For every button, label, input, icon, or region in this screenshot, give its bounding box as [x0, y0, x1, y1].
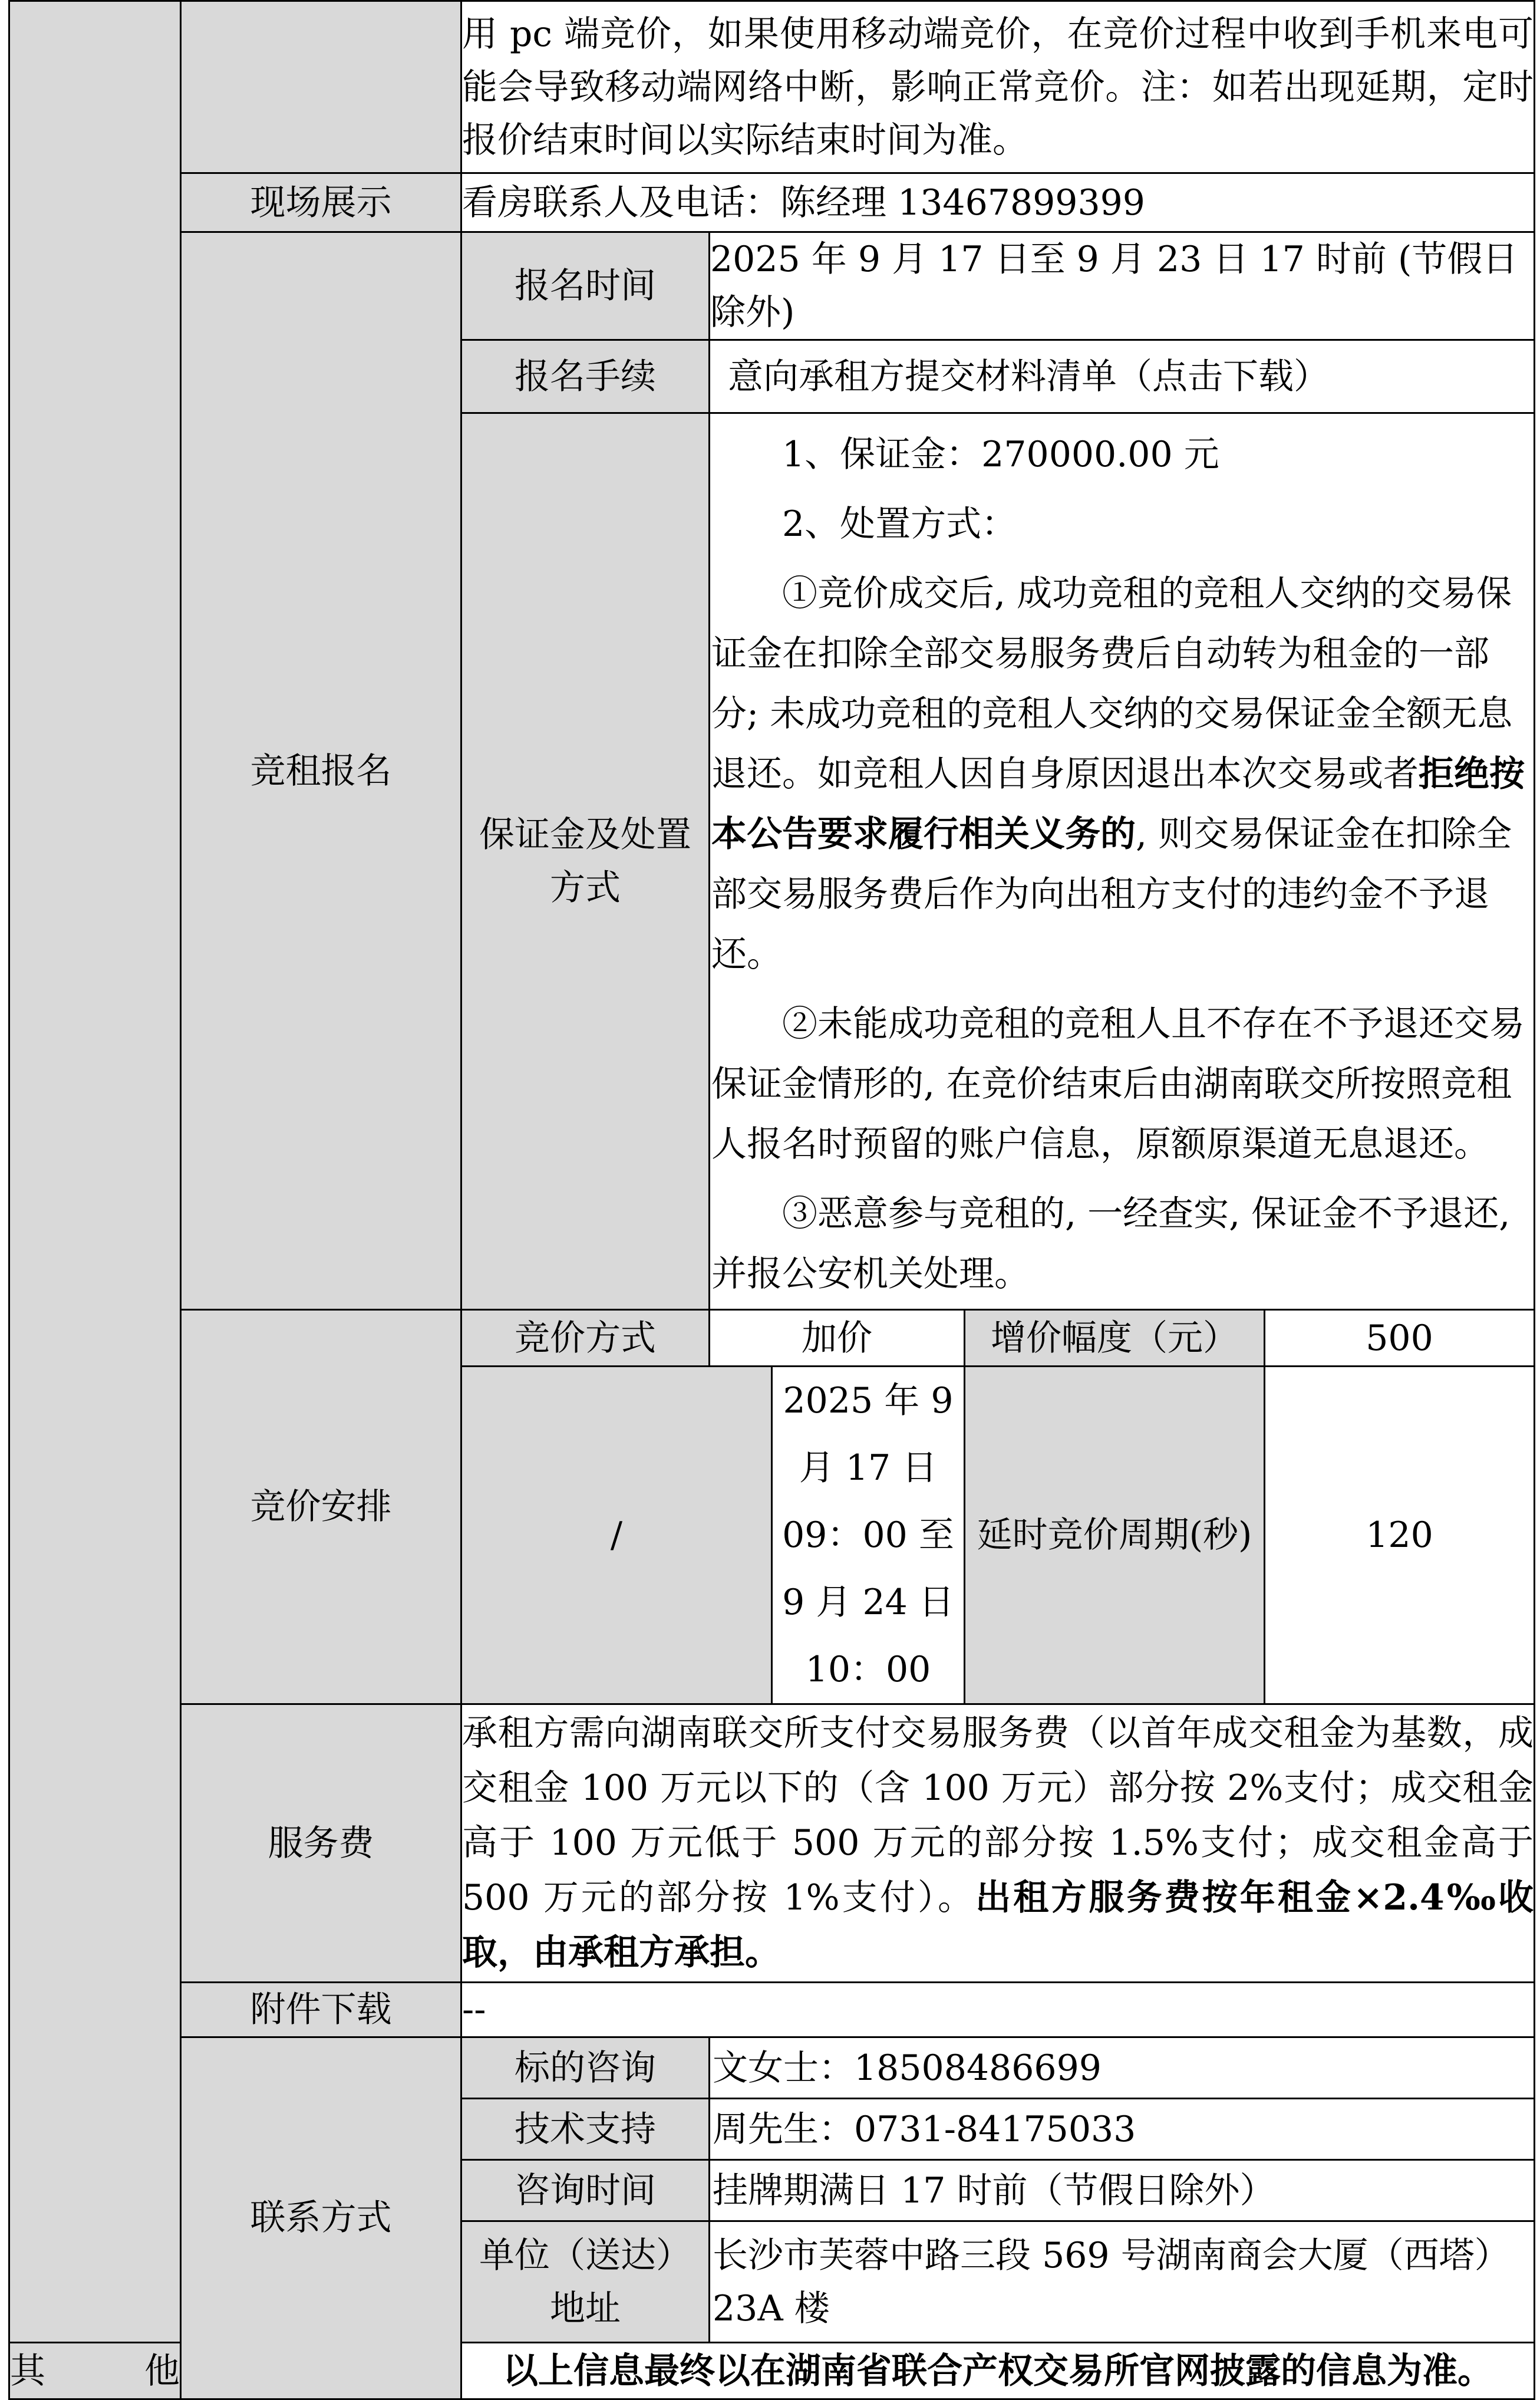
registration-time-label: 报名时间	[461, 232, 710, 340]
bidding-slash-cell: /	[461, 1367, 772, 1704]
deposit-rule-1: ①竞价成交后, 成功竞租的竞租人交纳的交易保证金在扣除全部交易服务费后自动转为租金的一部分; 未成功竞租的竞租人交纳的交易保证金全额无息退还。如竞租人因自身原因退出本次交易或者拒绝按本公告要求履行相关义务的, 则交易保证金在扣除全部交易服务费后作为向出租方支付的违约金不予退还。	[711, 573, 1525, 975]
other-label: 其 他	[9, 2343, 181, 2399]
attachment-label: 附件下载	[181, 1983, 461, 2037]
deposit-amount: 1、保证金：270000.00 元	[782, 434, 1219, 475]
bidding-method-label: 竞价方式	[461, 1310, 710, 1367]
service-fee-bold: 出租方服务费按年租金×2.4‰收取，由承租方承担。	[462, 1877, 1534, 1973]
registration-label: 竞租报名	[181, 232, 461, 1310]
contact-label: 联系方式	[181, 2037, 461, 2399]
site-display-value: 看房联系人及电话：陈经理 13467899399	[461, 173, 1535, 232]
contact-row-label: 单位（送达）地址	[461, 2221, 710, 2343]
left-gray-column	[9, 1, 181, 2343]
contact-row-value: 长沙市芙蓉中路三段 569 号湖南商会大厦（西塔）23A 楼	[710, 2221, 1535, 2343]
contact-row-label: 标的咨询	[461, 2037, 710, 2099]
contact-row-label: 咨询时间	[461, 2160, 710, 2221]
increment-label: 增价幅度（元）	[965, 1310, 1265, 1367]
deposit-label: 保证金及处置方式	[461, 413, 710, 1310]
other-value: 以上信息最终以在湖南省联合产权交易所官网披露的信息为准。	[461, 2343, 1535, 2399]
service-fee-label: 服务费	[181, 1704, 461, 1983]
bidding-period: 2025 年 9 月 17 日 09：00 至 9 月 24 日 10：00	[772, 1367, 965, 1704]
bidding-method-value: 加价	[710, 1310, 965, 1367]
deposit-rule-3: ③恶意参与竞租的, 一经查实, 保证金不予退还, 并报公安机关处理。	[711, 1193, 1511, 1295]
contact-row-value: 挂牌期满日 17 时前（节假日除外）	[710, 2160, 1535, 2221]
bid-notice-continuation: 用 pc 端竞价，如果使用移动端竞价，在竞价过程中收到手机来电可能会导致移动端网络中断，影响正常竞价。注：如若出现延期，定时报价结束时间以实际结束时间为准。	[461, 1, 1535, 173]
increment-value: 500	[1265, 1310, 1535, 1367]
deposit-rule-1-bold: 拒绝按本公告要求履行相关义务的	[711, 753, 1525, 855]
delay-period-value: 120	[1265, 1367, 1535, 1704]
service-fee-text: 承租方需向湖南联交所支付交易服务费（以首年成交租金为基数，成交租金 100 万元以下的（含 100 万元）部分按 2%支付；成交租金高于 100 万元低于 500 万元的部分按 1.5%支付；成交租金高于 500 万元的部分按 1%支付）。出租方服务费按年租金×2.4‰收取，由承租方承担。	[461, 1704, 1535, 1983]
registration-procedure-label: 报名手续	[461, 340, 710, 413]
contact-row-label: 技术支持	[461, 2099, 710, 2160]
deposit-rule-2: ②未能成功竞租的竞租人且不存在不予退还交易保证金情形的, 在竞价结束后由湖南联交所按照竞租人报名时预留的账户信息，原额原渠道无息退还。	[711, 1003, 1525, 1165]
notice-table	[8, 0, 1535, 2400]
registration-procedure-link[interactable]: 意向承租方提交材料清单（点击下载）	[710, 340, 1535, 413]
delay-period-label: 延时竞价周期(秒)	[965, 1367, 1265, 1704]
attachment-value[interactable]: --	[461, 1983, 1535, 2037]
top-empty-label-cell	[181, 1, 461, 173]
contact-row-value: 文女士：18508486699	[710, 2037, 1535, 2099]
bidding-arrangement-label: 竞价安排	[181, 1310, 461, 1704]
contact-row-value: 周先生：0731-84175033	[710, 2099, 1535, 2160]
deposit-content	[710, 413, 1535, 1310]
deposit-disposal-heading: 2、处置方式：	[782, 503, 1017, 545]
site-display-label: 现场展示	[181, 173, 461, 232]
registration-time-value: 2025 年 9 月 17 日至 9 月 23 日 17 时前 (节假日除外)	[710, 232, 1535, 340]
